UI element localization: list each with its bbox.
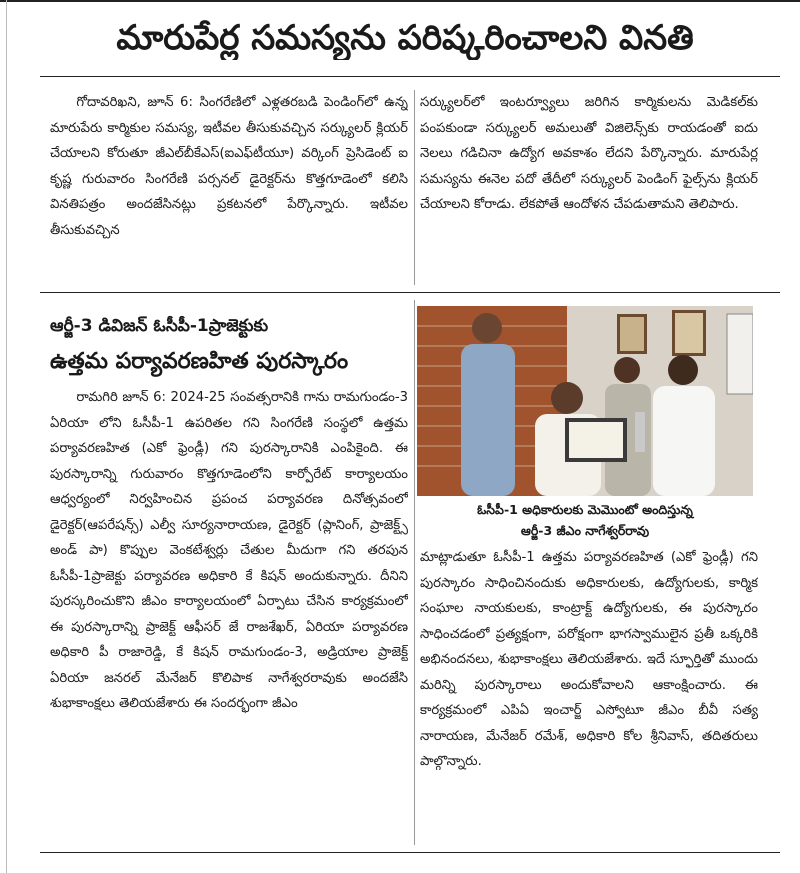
headline-underline (40, 76, 780, 77)
bottom-separator (40, 852, 780, 853)
article2-photo (417, 306, 753, 496)
article-separator (40, 292, 780, 293)
article2-column1-text: రామగిరి జూన్ 6: 2024-25 సంవత్సరానికి గాను రామగుండం-3 ఏరియా లోని ఓసీపీ-1 ఉపరితల గని సింగరేణి సంస్థలో ఉత్తమ పర్యావరణహిత (ఎకో ఫ్రెండ్లీ) గని పురస్కారానికి ఎంపికైంది. ఈ పురస్కారాన్ని గురువారం కొత్తగూడెంలోని కార్పోరేట్ కార్యాలయం ఆధ్వర్యంలో నిర్వహించిన ప్రపంచ పర్యావరణ దినోత్సవంలో డైరెక్టర్(ఆపరేషన్స్) ఎల్వీ సూర్యనారాయణ, డైరెక్టర్ (ప్లానింగ్, ప్రాజెక్ట్స్ అండ్ పా) కొప్పుల వెంకటేశ్వర్లు చేతుల మీదుగా గని తరపున ఓసీపీ-1ప్రాజెక్టు పర్యావరణ అధికారి కే కిషన్ అందుకున్నారు. దీనిని పురస్కరించుకొని జీఎం కార్యాలయంలో ఏర్పాటు చేసిన కార్యక్రమంలో ఈ పురస్కారాన్ని ప్రాజెక్ట్ ఆఫీసర్ జే రాజశేఖర్, ఏరియా పర్యావరణ అధికారి పీ రాజారెడ్డి, కే కిషన్ రామగుండం-3, అడ్రియాల ప్రాజెక్ట్ ఏరియా జనరల్ మేనేజర్ కొలిపాక నాగేశ్వరరావుకు అందజేసి శుభాకాంక్షలు తెలియజేశారు ఈ సందర్భంగా జీఎం (50, 390, 408, 711)
group-photo-icon (417, 306, 753, 496)
article2-column2 (420, 545, 758, 845)
left-page-border (6, 0, 7, 873)
article1-column1 (50, 90, 408, 290)
article2-kicker: ఆర్జీ-3 డివిజన్ ఓసీపీ-1ప్రాజెక్టుకు (50, 316, 269, 336)
column-divider-2 (414, 300, 415, 845)
article1-column2 (420, 90, 758, 290)
article2-headline: ఉత్తమ పర్యావరణహిత పురస్కారం (50, 349, 349, 374)
article1-column2-text: సర్క్యులర్‌లో ఇంటర్వ్యూలు జరిగిన కార్మికులను మెడికల్‌కు పంపకుండా సర్క్యులర్ అమలుతో విజిలెన్స్‌కు రాయడంతో ఐదు నెలలు గడిచినా ఉద్యోగ అవకాశం లేదని పేర్కొన్నారు. మారుపేర్ల సమస్యను ఈనెల పదో తేదీలో సర్క్యులర్ పెండింగ్ ఫైల్స్‌ను క్లియర్ చేయాలని కోరాడు. లేకపోతే ఆందోళన చేపడుతామని తెలిపారు. (420, 95, 758, 212)
top-rule (0, 0, 800, 2)
article2-column2-text: మాట్లాడుతూ ఓసీపీ-1 ఉత్తమ పర్యావరణహిత (ఎకో ఫ్రెండ్లీ) గని పురస్కారం సాధించినందుకు అధికారులకు, ఉద్యోగులకు, కార్మిక సంఘాల నాయకులకు, కాంట్రాక్ట్ ఉద్యోగులకు, ఈ పురస్కారం సాధించడంలో ప్రత్యక్షంగా, పరోక్షంగా భాగస్వాములైన ప్రతీ ఒక్కరికి అభినందనలు, శుభాకాంక్షలు తెలియజేశారు. ఇదే స్ఫూర్తితో ముందు మరిన్ని పురస్కారాలు అందుకోవాలని ఆకాంక్షించారు. ఈ కార్యక్రమంలో ఎపిఏ ఇంచార్జ్ ఎస్వోటూ జీఎం బీవీ సత్య నారాయణ, మేనేజర్ రమేశ్, అధికారి కోల శ్రీనివాస్, తదితరులు పాల్గొన్నారు. (420, 550, 758, 769)
column-divider-1 (414, 90, 415, 285)
article1-column1-text: గోదావరిఖని, జూన్ 6: సింగరేణిలో ఎళ్లతరబడి పెండింగ్‌లో ఉన్న మారుపేరు కార్మికుల సమస్య, ఇటీవల తీసుకువచ్చిన సర్క్యులర్ క్లియర్ చేయాలని కోరుతూ జీఎల్‌బీకేఎస్(ఐఎఫ్‌టీయూ) వర్కింగ్ ప్రెసిడెంట్ ఐ కృష్ణ గురువారం సింగరేణి పర్సనల్ డైరెక్టర్‌ను కొత్తగూడెంలో కలిసి వినతిపత్రం అందజేసినట్లు ప్రకటనలో పేర్కొన్నారు. ఇటీవల తీసుకువచ్చిన (50, 95, 408, 238)
photo-caption-line2: ఆర్జీ-3 జీఎం నాగేశ్వర్‌రావు (520, 523, 650, 538)
photo-caption-line1: ఓసీపీ-1 అధికారులకు మెమొంటో అందిస్తున్న (477, 502, 693, 517)
article2-column1 (50, 385, 408, 840)
article1-headline: మారుపేర్ల సమస్యను పరిష్కరించాలని వినతి (116, 18, 694, 58)
